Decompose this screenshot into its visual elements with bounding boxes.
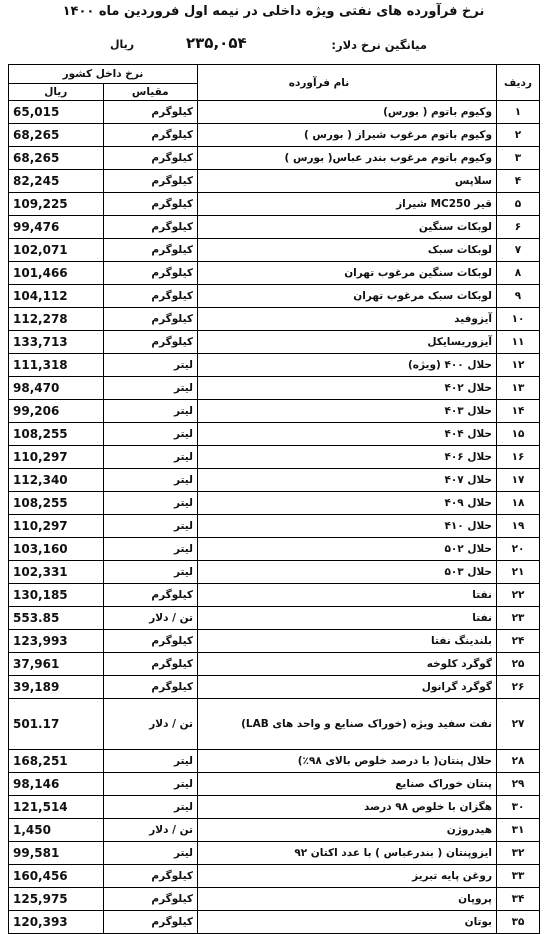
row-price: 99,581 xyxy=(9,842,104,865)
row-product-name: وکیوم باتوم مرغوب بندر عباس( بورس ) xyxy=(198,147,497,170)
row-product-name: حلال پنتان( با درصد خلوص بالای ۹۸٪) xyxy=(198,750,497,773)
table-row xyxy=(9,561,540,584)
table-row xyxy=(9,773,540,796)
table-row xyxy=(9,400,540,423)
row-unit: تن / دلار xyxy=(103,819,198,842)
row-price: 125,975 xyxy=(9,888,104,911)
row-price: 109,225 xyxy=(9,193,104,216)
table-row xyxy=(9,699,540,750)
row-price: 98,146 xyxy=(9,773,104,796)
row-unit: کیلوگرم xyxy=(103,308,198,331)
row-product-name: هیدروژن xyxy=(198,819,497,842)
table-row xyxy=(9,750,540,773)
row-unit: کیلوگرم xyxy=(103,653,198,676)
row-index: ۳۰ xyxy=(497,796,540,819)
row-product-name: لوبکات سبک مرغوب تهران xyxy=(198,285,497,308)
row-unit: کیلوگرم xyxy=(103,193,198,216)
row-price: 104,112 xyxy=(9,285,104,308)
row-price: 39,189 xyxy=(9,676,104,699)
table-row xyxy=(9,842,540,865)
row-index: ۲۴ xyxy=(497,630,540,653)
table-row xyxy=(9,865,540,888)
header-domestic-price: نرخ داخل کشور xyxy=(9,65,198,84)
row-price: 102,331 xyxy=(9,561,104,584)
row-unit: لیتر xyxy=(103,400,198,423)
row-unit: کیلوگرم xyxy=(103,888,198,911)
row-index: ۱۸ xyxy=(497,492,540,515)
row-unit: لیتر xyxy=(103,354,198,377)
table-row xyxy=(9,170,540,193)
row-index: ۲۷ xyxy=(497,699,540,750)
table-row xyxy=(9,819,540,842)
row-unit: کیلوگرم xyxy=(103,285,198,308)
row-product-name: هگزان با خلوص ۹۸ درصد xyxy=(198,796,497,819)
row-unit: کیلوگرم xyxy=(103,676,198,699)
row-index: ۱ xyxy=(497,101,540,124)
row-unit: تن / دلار xyxy=(103,699,198,750)
row-price: 130,185 xyxy=(9,584,104,607)
row-index: ۹ xyxy=(497,285,540,308)
row-product-name: حلال ۴۰۲ xyxy=(198,377,497,400)
row-price: 112,278 xyxy=(9,308,104,331)
row-unit: تن / دلار xyxy=(103,607,198,630)
row-price: 108,255 xyxy=(9,492,104,515)
row-price: 98,470 xyxy=(9,377,104,400)
row-index: ۳ xyxy=(497,147,540,170)
row-product-name: وکیوم باتوم مرغوب شیراز ( بورس ) xyxy=(198,124,497,147)
header-name: نام فرآورده xyxy=(198,65,497,101)
row-product-name: حلال ۴۰۷ xyxy=(198,469,497,492)
row-product-name: گوگرد گرانول xyxy=(198,676,497,699)
edge-mark xyxy=(539,780,547,890)
row-index: ۱۶ xyxy=(497,446,540,469)
row-price: 121,514 xyxy=(9,796,104,819)
row-unit: لیتر xyxy=(103,377,198,400)
header-unit: مقیاس xyxy=(103,84,198,101)
row-price: 120,393 xyxy=(9,911,104,934)
row-unit: کیلوگرم xyxy=(103,865,198,888)
row-unit: لیتر xyxy=(103,538,198,561)
row-index: ۴ xyxy=(497,170,540,193)
row-unit: لیتر xyxy=(103,515,198,538)
row-price: 99,206 xyxy=(9,400,104,423)
row-product-name: حلال ۴۰۹ xyxy=(198,492,497,515)
row-index: ۲۸ xyxy=(497,750,540,773)
row-price: 102,071 xyxy=(9,239,104,262)
row-price: 68,265 xyxy=(9,124,104,147)
row-unit: کیلوگرم xyxy=(103,911,198,934)
table-row xyxy=(9,469,540,492)
row-index: ۱۱ xyxy=(497,331,540,354)
table-row xyxy=(9,124,540,147)
row-product-name: نفتا xyxy=(198,607,497,630)
page-title: نرخ فرآورده های نفتی ویژه داخلی در نیمه اول فروردین ماه ۱۴۰۰ xyxy=(62,4,485,19)
row-unit: لیتر xyxy=(103,842,198,865)
table-row xyxy=(9,377,540,400)
row-unit: کیلوگرم xyxy=(103,124,198,147)
exchange-rate-unit: ریال xyxy=(110,38,135,51)
row-price: 168,251 xyxy=(9,750,104,773)
table-row xyxy=(9,331,540,354)
row-product-name: حلال ۴۰۳ xyxy=(198,400,497,423)
table-row xyxy=(9,308,540,331)
row-unit: کیلوگرم xyxy=(103,216,198,239)
table-row xyxy=(9,216,540,239)
row-index: ۸ xyxy=(497,262,540,285)
table-row xyxy=(9,676,540,699)
row-price: 108,255 xyxy=(9,423,104,446)
row-product-name: لوبکات سبک xyxy=(198,239,497,262)
row-unit: کیلوگرم xyxy=(103,239,198,262)
row-index: ۳۵ xyxy=(497,911,540,934)
row-unit: لیتر xyxy=(103,469,198,492)
row-price: 112,340 xyxy=(9,469,104,492)
row-product-name: حلال ۴۱۰ xyxy=(198,515,497,538)
row-index: ۲۲ xyxy=(497,584,540,607)
row-product-name: پروپان xyxy=(198,888,497,911)
table-row xyxy=(9,607,540,630)
row-price: 160,456 xyxy=(9,865,104,888)
table-row xyxy=(9,262,540,285)
row-price: 110,297 xyxy=(9,515,104,538)
row-product-name: آیزوریسایکل xyxy=(198,331,497,354)
row-unit: لیتر xyxy=(103,446,198,469)
row-product-name: آیزوفید xyxy=(198,308,497,331)
row-price: 133,713 xyxy=(9,331,104,354)
row-price: 82,245 xyxy=(9,170,104,193)
row-unit: کیلوگرم xyxy=(103,630,198,653)
row-unit: لیتر xyxy=(103,423,198,446)
table-row xyxy=(9,193,540,216)
row-unit: لیتر xyxy=(103,561,198,584)
table-row xyxy=(9,492,540,515)
row-product-name: روغن پایه تبریز xyxy=(198,865,497,888)
row-unit: لیتر xyxy=(103,796,198,819)
row-price: 111,318 xyxy=(9,354,104,377)
row-index: ۱۴ xyxy=(497,400,540,423)
row-index: ۳۲ xyxy=(497,842,540,865)
table-row xyxy=(9,630,540,653)
row-product-name: پنتان خوراک صنایع xyxy=(198,773,497,796)
row-index: ۶ xyxy=(497,216,540,239)
table-row xyxy=(9,538,540,561)
row-product-name: حلال ۵۰۲ xyxy=(198,538,497,561)
table-row xyxy=(9,285,540,308)
row-product-name: لوبکات سنگین مرغوب تهران xyxy=(198,262,497,285)
row-product-name: سلاپس xyxy=(198,170,497,193)
row-price: 553.85 xyxy=(9,607,104,630)
row-index: ۲۵ xyxy=(497,653,540,676)
row-price: 123,993 xyxy=(9,630,104,653)
row-product-name: حلال ۴۰۴ xyxy=(198,423,497,446)
row-price: 1,450 xyxy=(9,819,104,842)
row-product-name: نفت سفید ویژه (خوراک صنایع و واحد های LAB) xyxy=(198,699,497,750)
row-product-name: ایزوپنتان ( بندرعباس ) با عدد اکتان ۹۲ xyxy=(198,842,497,865)
row-index: ۱۵ xyxy=(497,423,540,446)
table-row xyxy=(9,584,540,607)
table-row xyxy=(9,653,540,676)
row-price: 68,265 xyxy=(9,147,104,170)
row-index: ۲۰ xyxy=(497,538,540,561)
row-product-name: حلال ۴۰۰ (ویژه) xyxy=(198,354,497,377)
table-row xyxy=(9,423,540,446)
row-index: ۲۹ xyxy=(497,773,540,796)
row-index: ۵ xyxy=(497,193,540,216)
table-row xyxy=(9,101,540,124)
row-index: ۱۹ xyxy=(497,515,540,538)
row-product-name: حلال ۴۰۶ xyxy=(198,446,497,469)
row-product-name: لوبکات سنگین xyxy=(198,216,497,239)
table-row xyxy=(9,911,540,934)
row-unit: کیلوگرم xyxy=(103,331,198,354)
table-row xyxy=(9,354,540,377)
row-index: ۳۴ xyxy=(497,888,540,911)
exchange-rate-label: میانگین نرخ دلار: xyxy=(331,38,427,52)
table-row xyxy=(9,147,540,170)
table-row xyxy=(9,888,540,911)
row-price: 501.17 xyxy=(9,699,104,750)
row-index: ۲۶ xyxy=(497,676,540,699)
row-product-name: قیر MC250 شیراز xyxy=(198,193,497,216)
row-product-name: بوتان xyxy=(198,911,497,934)
row-unit: کیلوگرم xyxy=(103,147,198,170)
price-table xyxy=(8,64,540,934)
row-index: ۷ xyxy=(497,239,540,262)
row-unit: کیلوگرم xyxy=(103,262,198,285)
row-index: ۲۳ xyxy=(497,607,540,630)
table-row xyxy=(9,446,540,469)
row-index: ۳۳ xyxy=(497,865,540,888)
row-unit: کیلوگرم xyxy=(103,170,198,193)
row-index: ۲ xyxy=(497,124,540,147)
row-unit: لیتر xyxy=(103,750,198,773)
row-price: 37,961 xyxy=(9,653,104,676)
header-index: ردیف xyxy=(497,65,540,101)
row-index: ۱۰ xyxy=(497,308,540,331)
exchange-rate-value: ۲۳۵,۰۵۴ xyxy=(186,34,247,52)
row-price: 101,466 xyxy=(9,262,104,285)
table-row xyxy=(9,515,540,538)
row-index: ۲۱ xyxy=(497,561,540,584)
row-unit: لیتر xyxy=(103,492,198,515)
row-unit: کیلوگرم xyxy=(103,584,198,607)
row-index: ۱۲ xyxy=(497,354,540,377)
row-product-name: وکیوم باتوم ( بورس) xyxy=(198,101,497,124)
row-index: ۱۳ xyxy=(497,377,540,400)
table-row xyxy=(9,796,540,819)
header-rial: ریال xyxy=(9,84,104,101)
row-index: ۱۷ xyxy=(497,469,540,492)
row-unit: لیتر xyxy=(103,773,198,796)
row-price: 99,476 xyxy=(9,216,104,239)
row-price: 110,297 xyxy=(9,446,104,469)
table-row xyxy=(9,239,540,262)
row-index: ۳۱ xyxy=(497,819,540,842)
row-unit: کیلوگرم xyxy=(103,101,198,124)
row-product-name: گوگرد کلوخه xyxy=(198,653,497,676)
row-price: 65,015 xyxy=(9,101,104,124)
row-product-name: نفتا xyxy=(198,584,497,607)
row-price: 103,160 xyxy=(9,538,104,561)
row-product-name: حلال ۵۰۳ xyxy=(198,561,497,584)
row-product-name: بلندینگ نفتا xyxy=(198,630,497,653)
